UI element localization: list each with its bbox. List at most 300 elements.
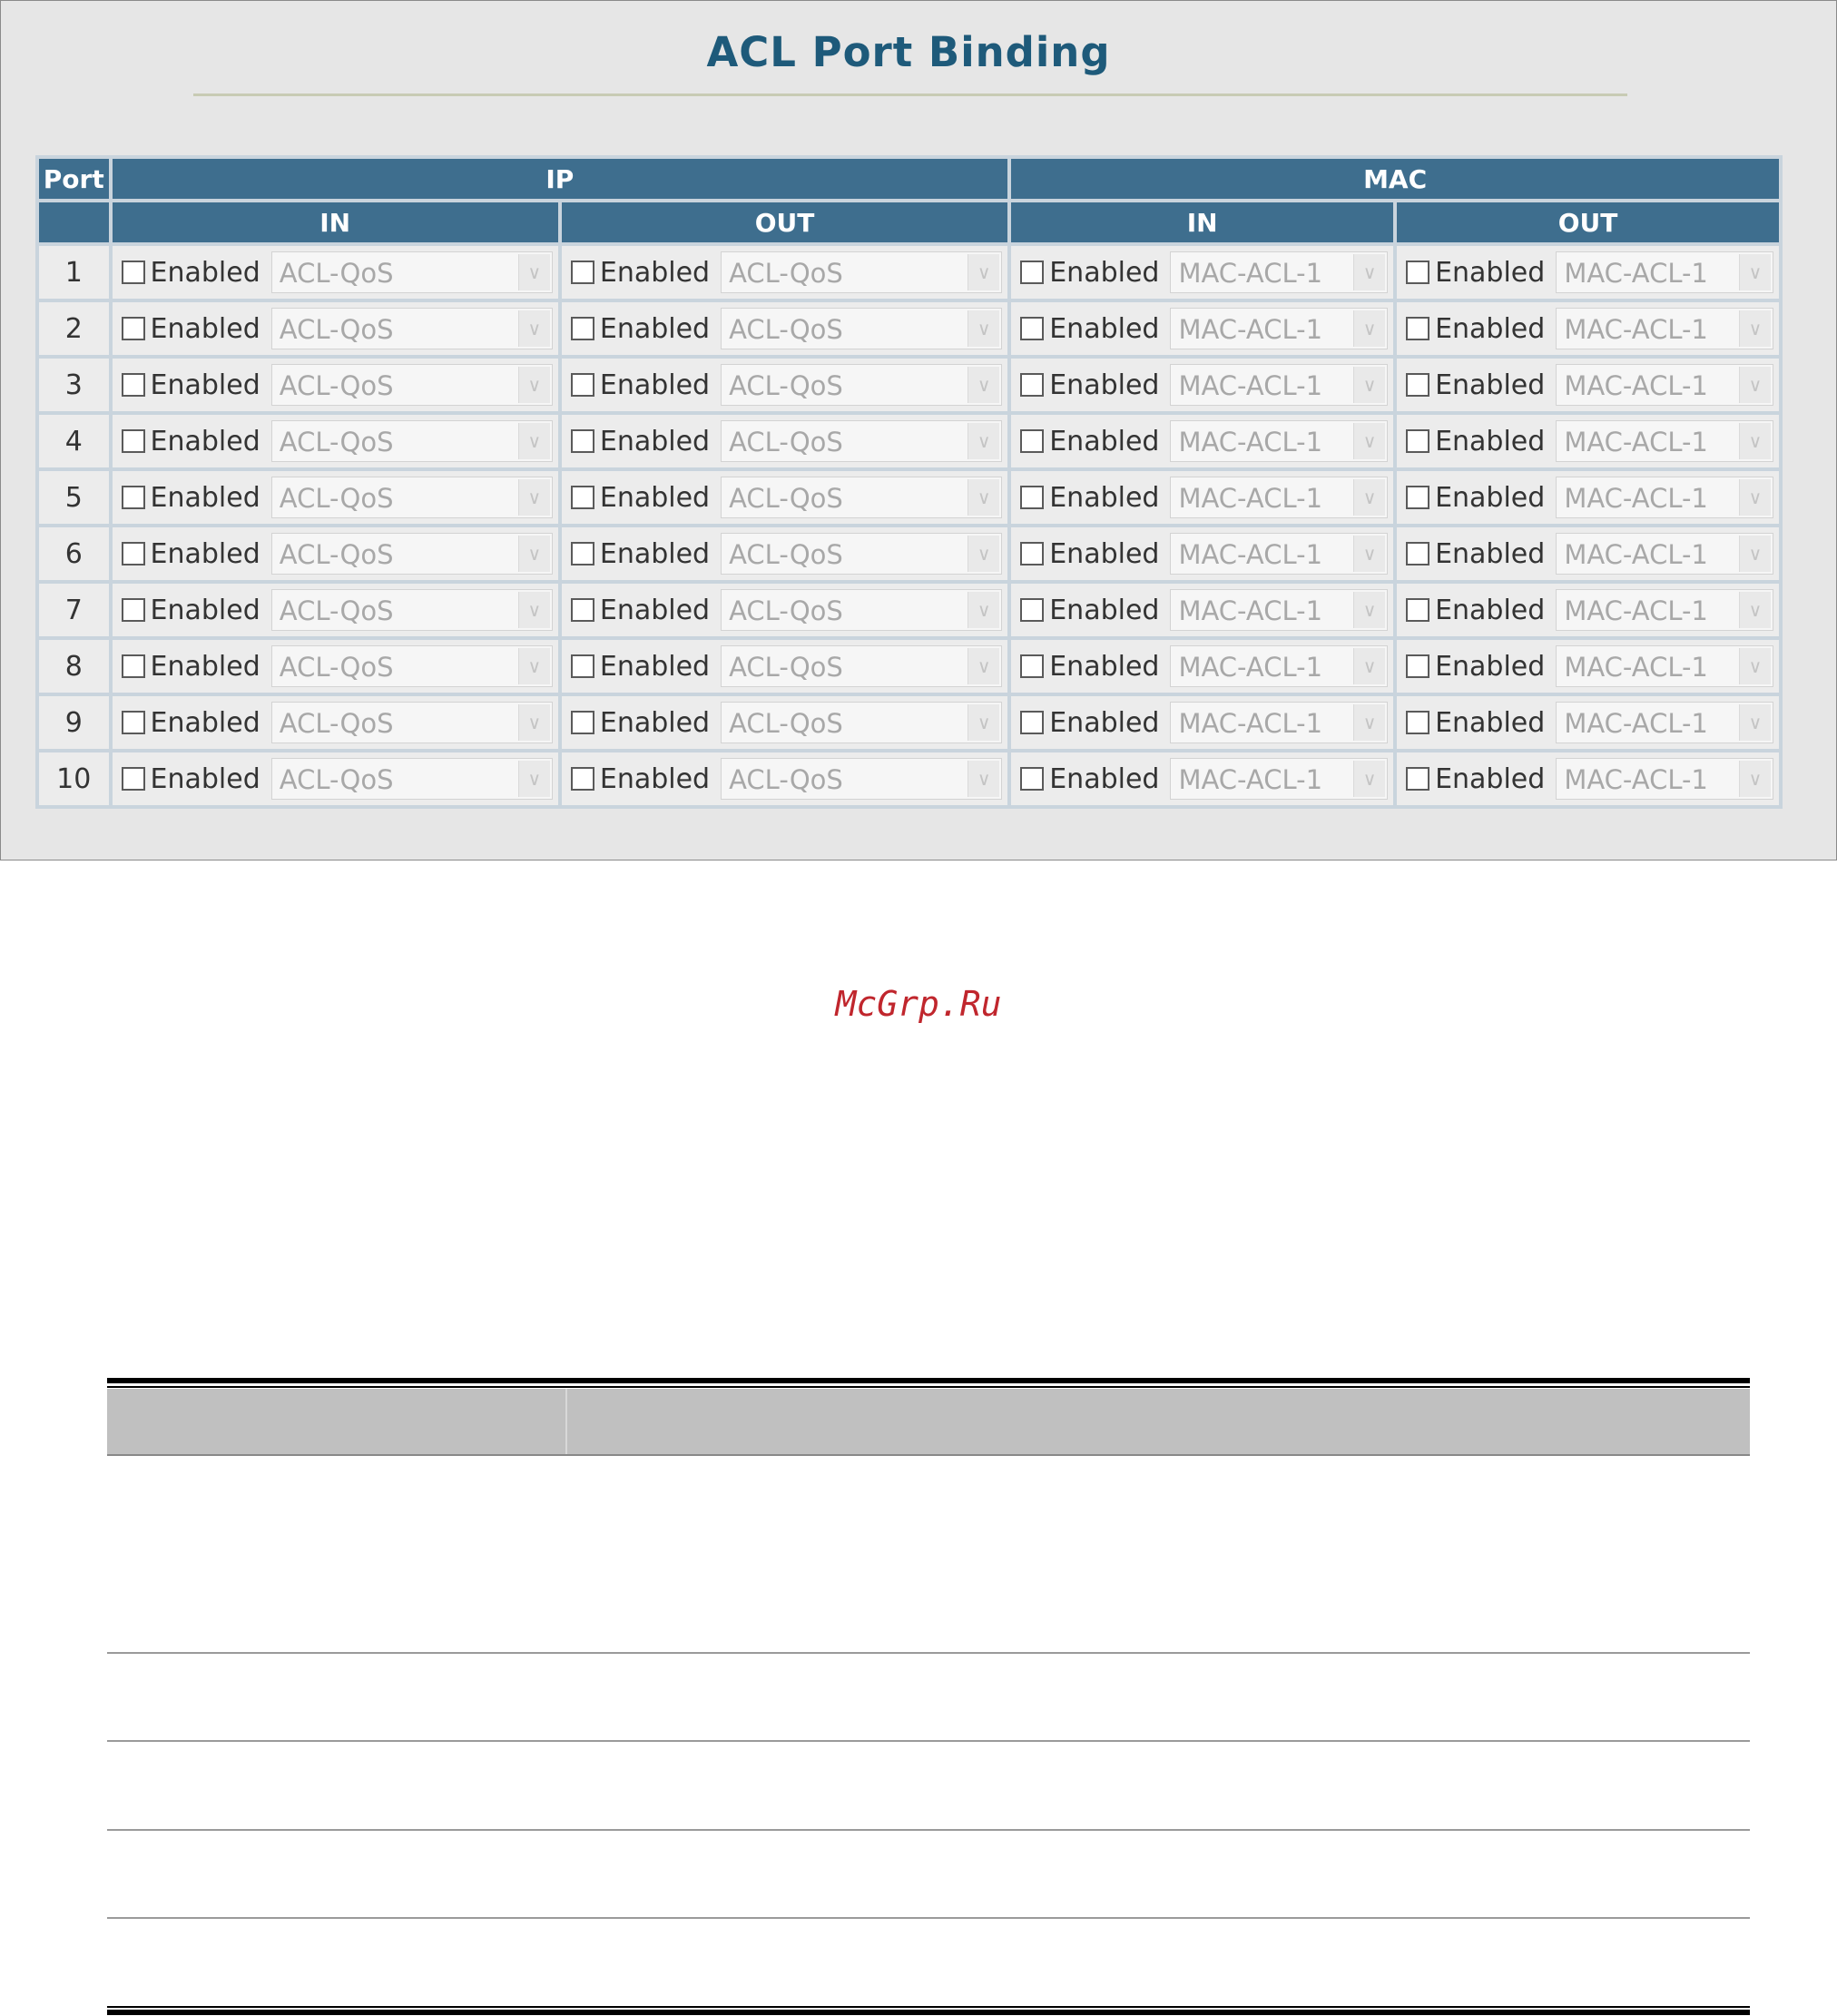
chevron-down-icon[interactable]: ∨ — [1739, 536, 1771, 572]
enabled-checkbox[interactable] — [571, 654, 594, 678]
enabled-label: Enabled — [1049, 481, 1160, 514]
ip-in-cell — [113, 246, 558, 299]
port-subheader-blank — [39, 202, 109, 242]
acl-select[interactable] — [1170, 251, 1388, 293]
enabled-label: Enabled — [1435, 312, 1546, 345]
acl-select[interactable] — [1170, 308, 1388, 349]
acl-select[interactable] — [271, 308, 553, 349]
chevron-down-icon[interactable]: ∨ — [1353, 704, 1385, 741]
enabled-checkbox[interactable] — [122, 542, 145, 565]
table-row — [39, 359, 1779, 411]
chevron-down-icon[interactable]: ∨ — [1353, 367, 1385, 403]
binding-control — [562, 696, 1007, 749]
acl-select[interactable] — [1556, 702, 1773, 743]
mac-out-cell — [1397, 752, 1779, 805]
mac-out-header: OUT — [1397, 202, 1779, 242]
enabled-checkbox[interactable] — [1020, 542, 1044, 565]
acl-select[interactable] — [1556, 758, 1773, 800]
enabled-label: Enabled — [599, 650, 711, 683]
chevron-down-icon[interactable]: ∨ — [518, 367, 550, 403]
binding-control — [562, 640, 1007, 693]
acl-select-value: MAC-ACL-1 — [1564, 314, 1708, 345]
mac-out-cell — [1397, 415, 1779, 467]
chevron-down-icon[interactable]: ∨ — [518, 310, 550, 347]
mac-out-cell — [1397, 246, 1779, 299]
enabled-checkbox[interactable] — [122, 261, 145, 284]
acl-select-value: ACL-QoS — [279, 595, 394, 626]
acl-select[interactable] — [271, 364, 553, 406]
acl-select[interactable] — [271, 589, 553, 631]
acl-select-value: MAC-ACL-1 — [1564, 370, 1708, 401]
chevron-down-icon[interactable]: ∨ — [518, 761, 550, 797]
acl-binding-table — [35, 155, 1783, 809]
ip-out-cell — [562, 584, 1007, 636]
lower-table-row-rule-3 — [107, 1829, 1750, 1831]
mac-group-header: MAC — [1011, 159, 1779, 199]
mac-in-cell — [1011, 696, 1393, 749]
mac-out-cell — [1397, 584, 1779, 636]
acl-select-value: MAC-ACL-1 — [1178, 314, 1323, 345]
enabled-checkbox[interactable] — [1406, 486, 1429, 509]
binding-control — [1011, 640, 1393, 693]
acl-select[interactable] — [1556, 420, 1773, 462]
ip-out-header: OUT — [562, 202, 1007, 242]
ip-out-cell — [562, 527, 1007, 580]
chevron-down-icon[interactable]: ∨ — [968, 704, 999, 741]
chevron-down-icon[interactable]: ∨ — [518, 479, 550, 516]
binding-control — [562, 359, 1007, 411]
acl-select-value: ACL-QoS — [729, 595, 843, 626]
mac-in-cell — [1011, 752, 1393, 805]
enabled-checkbox[interactable] — [1406, 429, 1429, 453]
chevron-down-icon[interactable]: ∨ — [518, 592, 550, 628]
acl-select-value: ACL-QoS — [279, 764, 394, 795]
mac-out-cell — [1397, 471, 1779, 524]
acl-select[interactable] — [721, 702, 1002, 743]
port-column-header: Port — [39, 159, 109, 199]
lower-table-top-thin-rule — [107, 1386, 1750, 1388]
acl-select-value: MAC-ACL-1 — [1178, 483, 1323, 514]
mac-out-cell — [1397, 359, 1779, 411]
acl-select[interactable] — [1556, 533, 1773, 575]
acl-select[interactable] — [721, 420, 1002, 462]
acl-select[interactable] — [721, 758, 1002, 800]
acl-select-value: ACL-QoS — [279, 708, 394, 739]
acl-select-value: MAC-ACL-1 — [1564, 483, 1708, 514]
acl-select-value: MAC-ACL-1 — [1178, 539, 1323, 570]
acl-select[interactable] — [271, 702, 553, 743]
enabled-checkbox[interactable] — [122, 654, 145, 678]
binding-control — [113, 696, 558, 749]
chevron-down-icon[interactable]: ∨ — [1739, 254, 1771, 290]
mac-in-cell — [1011, 302, 1393, 355]
acl-select[interactable] — [1170, 420, 1388, 462]
acl-select-value: ACL-QoS — [729, 427, 843, 457]
acl-select[interactable] — [721, 589, 1002, 631]
watermark: McGrp.Ru — [835, 984, 1002, 1024]
enabled-checkbox[interactable] — [1020, 261, 1044, 284]
enabled-label: Enabled — [1435, 537, 1546, 570]
acl-select-value: ACL-QoS — [279, 483, 394, 514]
ip-out-cell — [562, 246, 1007, 299]
acl-select-value: ACL-QoS — [279, 314, 394, 345]
enabled-label: Enabled — [150, 762, 260, 795]
port-number: 5 — [39, 471, 109, 524]
binding-control — [1011, 359, 1393, 411]
enabled-checkbox[interactable] — [571, 598, 594, 622]
table-row — [39, 640, 1779, 693]
acl-select[interactable] — [1170, 645, 1388, 687]
acl-port-binding-panel — [0, 0, 1837, 860]
enabled-label: Enabled — [1435, 762, 1546, 795]
ip-in-header: IN — [113, 202, 558, 242]
ip-out-cell — [562, 640, 1007, 693]
chevron-down-icon[interactable]: ∨ — [968, 648, 999, 684]
enabled-checkbox[interactable] — [571, 429, 594, 453]
mac-out-cell — [1397, 696, 1779, 749]
acl-select[interactable] — [271, 758, 553, 800]
port-number: 6 — [39, 527, 109, 580]
chevron-down-icon[interactable]: ∨ — [518, 254, 550, 290]
chevron-down-icon[interactable]: ∨ — [1353, 423, 1385, 459]
binding-control — [113, 584, 558, 636]
ip-in-cell — [113, 584, 558, 636]
mac-out-cell — [1397, 527, 1779, 580]
acl-select[interactable] — [1556, 477, 1773, 518]
enabled-checkbox[interactable] — [1406, 598, 1429, 622]
binding-control — [1397, 640, 1779, 693]
lower-table-top-thick-rule — [107, 1378, 1750, 1383]
acl-select-value: MAC-ACL-1 — [1564, 764, 1708, 795]
acl-select[interactable] — [721, 364, 1002, 406]
chevron-down-icon[interactable]: ∨ — [1739, 648, 1771, 684]
enabled-checkbox[interactable] — [571, 542, 594, 565]
lower-table-row-rule-1 — [107, 1652, 1750, 1654]
acl-select-value: MAC-ACL-1 — [1178, 427, 1323, 457]
enabled-label: Enabled — [1049, 425, 1160, 457]
acl-select[interactable] — [1170, 533, 1388, 575]
acl-select-value: MAC-ACL-1 — [1564, 708, 1708, 739]
table-row — [39, 471, 1779, 524]
mac-out-cell — [1397, 302, 1779, 355]
enabled-label: Enabled — [1435, 369, 1546, 401]
enabled-label: Enabled — [150, 706, 260, 739]
enabled-label: Enabled — [1435, 594, 1546, 626]
acl-select-value: MAC-ACL-1 — [1178, 764, 1323, 795]
enabled-label: Enabled — [599, 425, 711, 457]
ip-in-cell — [113, 696, 558, 749]
lower-table-row-rule-4 — [107, 1917, 1750, 1919]
chevron-down-icon[interactable]: ∨ — [1353, 536, 1385, 572]
acl-select[interactable] — [1170, 589, 1388, 631]
enabled-label: Enabled — [1049, 650, 1160, 683]
enabled-checkbox[interactable] — [122, 373, 145, 397]
acl-select[interactable] — [271, 420, 553, 462]
enabled-checkbox[interactable] — [571, 711, 594, 734]
table-row — [39, 752, 1779, 805]
chevron-down-icon[interactable]: ∨ — [968, 254, 999, 290]
binding-control — [1011, 246, 1393, 299]
acl-select[interactable] — [1170, 702, 1388, 743]
acl-select[interactable] — [271, 251, 553, 293]
binding-control — [113, 246, 558, 299]
enabled-checkbox[interactable] — [122, 767, 145, 791]
acl-select-value: ACL-QoS — [279, 427, 394, 457]
acl-select[interactable] — [721, 251, 1002, 293]
acl-select-value: ACL-QoS — [729, 708, 843, 739]
acl-select[interactable] — [1170, 477, 1388, 518]
acl-select[interactable] — [721, 308, 1002, 349]
binding-control — [113, 640, 558, 693]
enabled-label: Enabled — [150, 537, 260, 570]
enabled-label: Enabled — [1049, 537, 1160, 570]
ip-out-cell — [562, 471, 1007, 524]
mac-in-header: IN — [1011, 202, 1393, 242]
port-number: 3 — [39, 359, 109, 411]
binding-control — [1397, 359, 1779, 411]
title-divider — [193, 93, 1627, 96]
ip-in-cell — [113, 752, 558, 805]
table-row — [39, 527, 1779, 580]
chevron-down-icon[interactable]: ∨ — [1353, 310, 1385, 347]
acl-select-value: ACL-QoS — [729, 258, 843, 289]
enabled-label: Enabled — [599, 481, 711, 514]
acl-select-value: MAC-ACL-1 — [1178, 258, 1323, 289]
mac-in-cell — [1011, 415, 1393, 467]
acl-select[interactable] — [271, 477, 553, 518]
enabled-label: Enabled — [599, 537, 711, 570]
enabled-label: Enabled — [150, 481, 260, 514]
binding-control — [1011, 471, 1393, 524]
chevron-down-icon[interactable]: ∨ — [518, 423, 550, 459]
ip-in-cell — [113, 471, 558, 524]
ip-in-cell — [113, 302, 558, 355]
binding-control — [1397, 696, 1779, 749]
acl-select[interactable] — [1556, 251, 1773, 293]
chevron-down-icon[interactable]: ∨ — [1739, 479, 1771, 516]
enabled-checkbox[interactable] — [1020, 429, 1044, 453]
header-row-groups — [39, 159, 1779, 199]
acl-select[interactable] — [1556, 364, 1773, 406]
chevron-down-icon[interactable]: ∨ — [1739, 423, 1771, 459]
enabled-checkbox[interactable] — [571, 261, 594, 284]
chevron-down-icon[interactable]: ∨ — [518, 704, 550, 741]
acl-table-body — [39, 246, 1779, 805]
chevron-down-icon[interactable]: ∨ — [968, 761, 999, 797]
binding-control — [1011, 752, 1393, 805]
enabled-label: Enabled — [1049, 369, 1160, 401]
acl-select-value: MAC-ACL-1 — [1564, 595, 1708, 626]
chevron-down-icon[interactable]: ∨ — [968, 479, 999, 516]
lower-table-bottom-thick-rule — [107, 2010, 1750, 2015]
enabled-checkbox[interactable] — [1406, 767, 1429, 791]
enabled-label: Enabled — [150, 594, 260, 626]
port-number: 4 — [39, 415, 109, 467]
lower-table-header-band — [107, 1389, 1750, 1454]
chevron-down-icon[interactable]: ∨ — [968, 423, 999, 459]
acl-select-value: MAC-ACL-1 — [1178, 595, 1323, 626]
enabled-checkbox[interactable] — [1406, 711, 1429, 734]
binding-control — [1011, 302, 1393, 355]
enabled-checkbox[interactable] — [1020, 317, 1044, 340]
chevron-down-icon[interactable]: ∨ — [968, 310, 999, 347]
acl-select[interactable] — [1556, 645, 1773, 687]
enabled-checkbox[interactable] — [122, 711, 145, 734]
mac-in-cell — [1011, 359, 1393, 411]
acl-select-value: MAC-ACL-1 — [1564, 427, 1708, 457]
enabled-label: Enabled — [1435, 256, 1546, 289]
enabled-checkbox[interactable] — [1020, 711, 1044, 734]
page-title: ACL Port Binding — [706, 28, 1111, 76]
acl-select-value: MAC-ACL-1 — [1178, 370, 1323, 401]
chevron-down-icon[interactable]: ∨ — [1353, 254, 1385, 290]
acl-select[interactable] — [721, 645, 1002, 687]
enabled-label: Enabled — [1435, 481, 1546, 514]
enabled-checkbox[interactable] — [571, 486, 594, 509]
enabled-checkbox[interactable] — [1020, 486, 1044, 509]
ip-out-cell — [562, 752, 1007, 805]
lower-table-row-rule-2 — [107, 1740, 1750, 1742]
chevron-down-icon[interactable]: ∨ — [518, 648, 550, 684]
binding-control — [1011, 584, 1393, 636]
binding-control — [1011, 527, 1393, 580]
enabled-label: Enabled — [599, 312, 711, 345]
table-row — [39, 246, 1779, 299]
enabled-checkbox[interactable] — [1406, 261, 1429, 284]
enabled-label: Enabled — [150, 425, 260, 457]
binding-control — [1397, 471, 1779, 524]
enabled-checkbox[interactable] — [1406, 317, 1429, 340]
mac-out-cell — [1397, 640, 1779, 693]
chevron-down-icon[interactable]: ∨ — [1739, 592, 1771, 628]
binding-control — [562, 246, 1007, 299]
chevron-down-icon[interactable]: ∨ — [1353, 479, 1385, 516]
acl-select-value: MAC-ACL-1 — [1564, 539, 1708, 570]
enabled-label: Enabled — [1435, 650, 1546, 683]
chevron-down-icon[interactable]: ∨ — [518, 536, 550, 572]
port-number: 1 — [39, 246, 109, 299]
enabled-label: Enabled — [1049, 706, 1160, 739]
enabled-label: Enabled — [150, 369, 260, 401]
enabled-checkbox[interactable] — [571, 767, 594, 791]
enabled-label: Enabled — [599, 369, 711, 401]
binding-control — [562, 752, 1007, 805]
enabled-checkbox[interactable] — [1406, 542, 1429, 565]
binding-control — [562, 584, 1007, 636]
port-number: 7 — [39, 584, 109, 636]
enabled-checkbox[interactable] — [1020, 598, 1044, 622]
port-number: 10 — [39, 752, 109, 805]
ip-in-cell — [113, 527, 558, 580]
port-number: 2 — [39, 302, 109, 355]
enabled-label: Enabled — [150, 312, 260, 345]
acl-select[interactable] — [1556, 589, 1773, 631]
enabled-checkbox[interactable] — [122, 317, 145, 340]
ip-group-header: IP — [113, 159, 1008, 199]
port-number: 8 — [39, 640, 109, 693]
table-row — [39, 415, 1779, 467]
enabled-label: Enabled — [599, 706, 711, 739]
binding-control — [113, 527, 558, 580]
chevron-down-icon[interactable]: ∨ — [1739, 761, 1771, 797]
chevron-down-icon[interactable]: ∨ — [1353, 592, 1385, 628]
acl-select[interactable] — [721, 533, 1002, 575]
enabled-checkbox[interactable] — [122, 429, 145, 453]
acl-select-value: ACL-QoS — [729, 314, 843, 345]
binding-control — [113, 752, 558, 805]
enabled-checkbox[interactable] — [1020, 654, 1044, 678]
mac-in-cell — [1011, 471, 1393, 524]
enabled-label: Enabled — [150, 650, 260, 683]
enabled-checkbox[interactable] — [122, 598, 145, 622]
acl-select-value: ACL-QoS — [279, 258, 394, 289]
acl-select[interactable] — [721, 477, 1002, 518]
acl-select[interactable] — [1170, 364, 1388, 406]
enabled-checkbox[interactable] — [571, 373, 594, 397]
chevron-down-icon[interactable]: ∨ — [968, 592, 999, 628]
enabled-label: Enabled — [1435, 706, 1546, 739]
enabled-checkbox[interactable] — [1406, 654, 1429, 678]
ip-out-cell — [562, 415, 1007, 467]
mac-in-cell — [1011, 640, 1393, 693]
enabled-label: Enabled — [150, 256, 260, 289]
enabled-label: Enabled — [1049, 594, 1160, 626]
binding-control — [1397, 752, 1779, 805]
table-row — [39, 696, 1779, 749]
binding-control — [562, 302, 1007, 355]
binding-control — [1397, 527, 1779, 580]
enabled-label: Enabled — [599, 762, 711, 795]
enabled-checkbox[interactable] — [571, 317, 594, 340]
enabled-label: Enabled — [1435, 425, 1546, 457]
enabled-checkbox[interactable] — [122, 486, 145, 509]
acl-select-value: ACL-QoS — [729, 483, 843, 514]
table-row — [39, 302, 1779, 355]
chevron-down-icon[interactable]: ∨ — [1353, 648, 1385, 684]
acl-select[interactable] — [271, 645, 553, 687]
acl-select-value: MAC-ACL-1 — [1178, 708, 1323, 739]
acl-select-value: MAC-ACL-1 — [1178, 652, 1323, 683]
ip-out-cell — [562, 359, 1007, 411]
binding-control — [1011, 696, 1393, 749]
enabled-label: Enabled — [1049, 762, 1160, 795]
enabled-checkbox[interactable] — [1020, 373, 1044, 397]
chevron-down-icon[interactable]: ∨ — [1353, 761, 1385, 797]
acl-select[interactable] — [1556, 308, 1773, 349]
mac-in-cell — [1011, 527, 1393, 580]
enabled-label: Enabled — [599, 594, 711, 626]
acl-select-value: MAC-ACL-1 — [1564, 652, 1708, 683]
chevron-down-icon[interactable]: ∨ — [1739, 310, 1771, 347]
chevron-down-icon[interactable]: ∨ — [968, 536, 999, 572]
chevron-down-icon[interactable]: ∨ — [1739, 367, 1771, 403]
enabled-checkbox[interactable] — [1406, 373, 1429, 397]
acl-select-value: ACL-QoS — [729, 539, 843, 570]
acl-select[interactable] — [271, 533, 553, 575]
acl-select[interactable] — [1170, 758, 1388, 800]
binding-control — [113, 359, 558, 411]
enabled-label: Enabled — [1049, 312, 1160, 345]
acl-select-value: ACL-QoS — [729, 652, 843, 683]
enabled-checkbox[interactable] — [1020, 767, 1044, 791]
acl-select-value: ACL-QoS — [279, 539, 394, 570]
binding-control — [1397, 584, 1779, 636]
ip-in-cell — [113, 640, 558, 693]
chevron-down-icon[interactable]: ∨ — [968, 367, 999, 403]
binding-control — [562, 415, 1007, 467]
chevron-down-icon[interactable]: ∨ — [1739, 704, 1771, 741]
acl-select-value: ACL-QoS — [279, 652, 394, 683]
